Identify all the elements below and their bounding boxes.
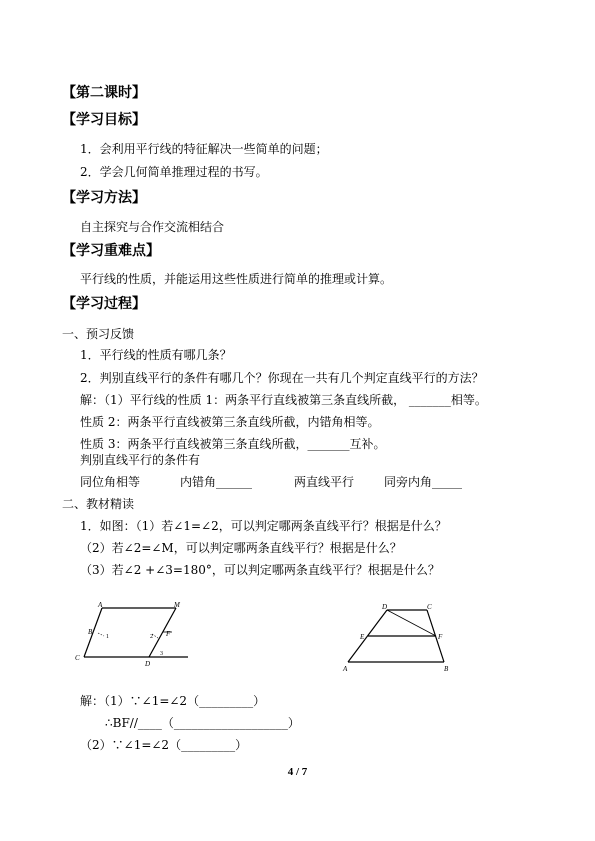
goal-item: 2．学会几何简单推理过程的书写。 [80,165,268,179]
answer-text: 判别直线平行的条件有 [80,453,201,467]
label-a: A [98,601,103,609]
label-angle-3: 3 [160,651,163,657]
solution-line: （2）∵∠1=∠2（_________） [80,738,248,752]
question-text: 2．判别直线平行的条件有哪几个？你现在一共有几个判定直线平行的方法？ [80,371,484,385]
label-m: M [174,601,180,609]
page-number: 4 / 7 [287,766,308,778]
figure-trapezoid [338,600,468,675]
condition-item: 同旁内角_____ [384,475,463,489]
answer-text: 性质 2：两条平行直线被第三条直线所截，内错角相等。 [80,415,380,429]
label-d: D [145,660,151,668]
condition-item: 内错角______ [180,475,253,489]
heading-lesson: 【第二课时】 [62,85,146,101]
label-b: B [88,628,93,636]
question-text: （2）若∠2=∠M，可以判定哪两条直线平行？根据是什么？ [80,541,402,555]
line-md [149,608,176,657]
heading-key-points: 【学习重难点】 [62,243,160,259]
label-f: F [438,633,443,641]
section1-title: 一、预习反馈 [62,327,135,341]
question-text: （3）若∠2 +∠3=180°，可以判定哪两条直线平行？根据是什么？ [80,563,440,577]
label-angle-2: 2 [150,634,153,640]
condition-item: 两直线平行 [294,475,355,489]
section2-title: 二、教材精读 [62,497,135,511]
figure-parallelogram [70,600,200,675]
label-e: E [360,633,365,641]
label-b: B [444,665,449,673]
solution-line: 解：（1）∵∠1=∠2（_________） [80,694,266,708]
label-d: D [382,603,388,611]
answer-text: 性质 3：两条平行直线被第三条直线所截，_______互补。 [80,437,386,451]
condition-item: 同位角相等 [80,475,141,489]
question-text: 1．平行线的性质有哪几条？ [80,348,232,362]
label-c: C [75,654,80,662]
label-c: C [427,603,432,611]
line-ac [84,608,102,657]
key-points-text: 平行线的性质，并能运用这些性质进行简单的推理或计算。 [80,272,393,286]
solution-line: ∴BF//____（___________________） [105,716,300,730]
question-text: 1．如图：（1）若∠1=∠2，可以判定哪两条直线平行？根据是什么？ [80,519,447,533]
label-angle-1: 1 [106,634,109,640]
method-text: 自主探究与合作交流相结合 [80,220,225,234]
goal-item: 1．会利用平行线的特征解决一些简单的问题； [80,142,328,156]
answer-text: 解：（1）平行线的性质 1：两条平行直线被第三条直线所截， _______相等。 [80,393,487,407]
heading-goals: 【学习目标】 [62,112,146,128]
heading-method: 【学习方法】 [62,190,146,206]
label-f: F [166,630,171,638]
label-a: A [343,665,348,673]
heading-process: 【学习过程】 [62,296,146,312]
